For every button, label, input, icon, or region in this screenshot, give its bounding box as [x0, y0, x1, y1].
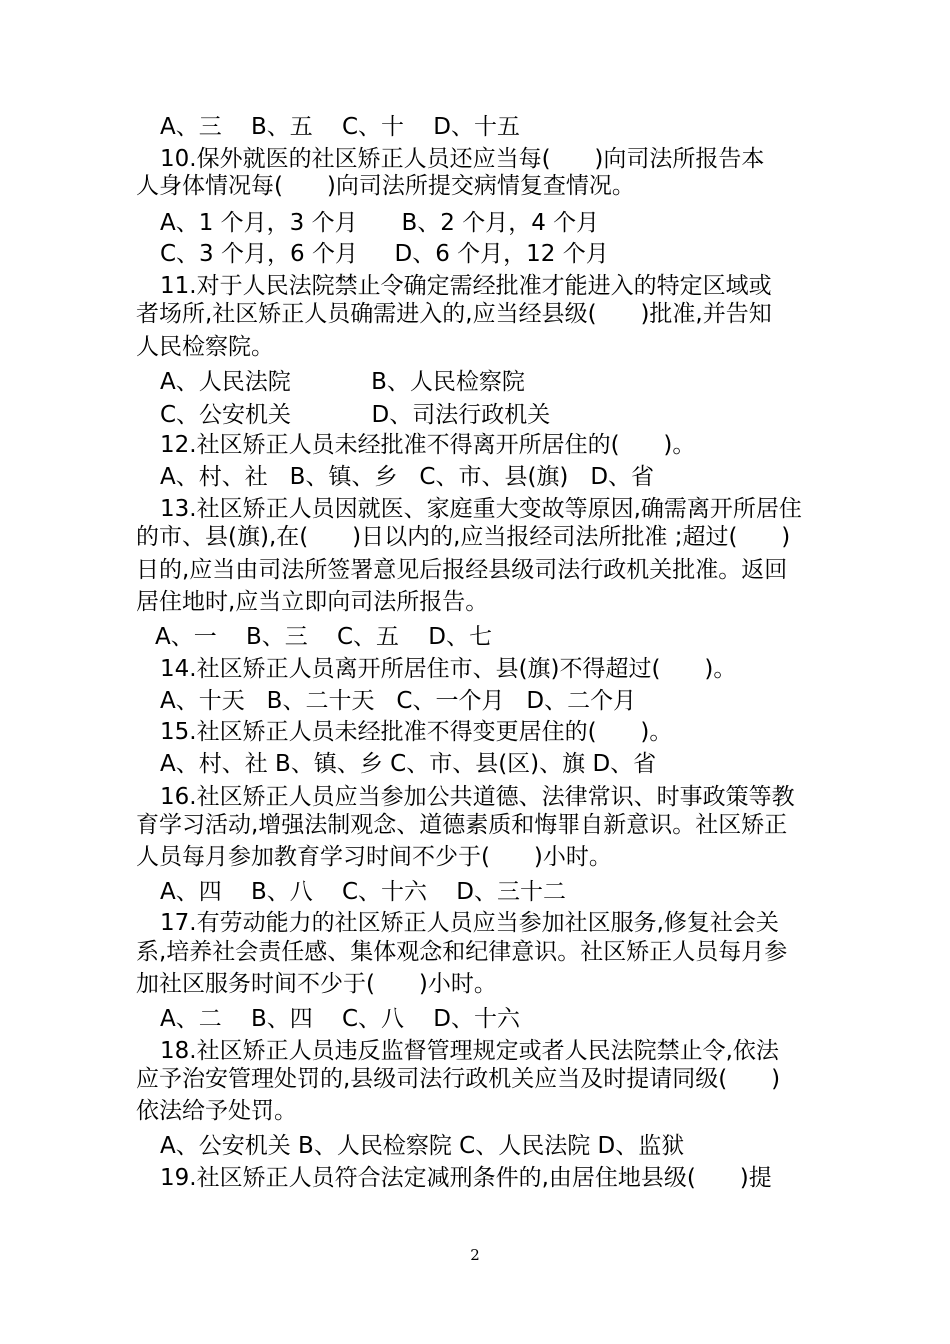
text-line: 11.对于人民法院禁止令确定需经批准才能进入的特定区域或 — [160, 273, 772, 299]
text-line: 14.社区矫正人员离开所居住市、县(旗)不得超过( )。 — [160, 656, 737, 682]
text-line: A、村、社 B、镇、乡 C、市、县(旗) D、省 — [160, 464, 655, 490]
text-line: 18.社区矫正人员违反监督管理规定或者人民法院禁止令,依法 — [160, 1038, 779, 1064]
text-line: 16.社区矫正人员应当参加公共道德、法律常识、时事政策等教 — [160, 784, 795, 810]
text-line: A、公安机关 B、人民检察院 C、人民法院 D、监狱 — [160, 1133, 685, 1159]
text-line: A、人民法院 B、人民检察院 — [160, 369, 525, 395]
text-line: A、十天 B、二十天 C、一个月 D、二个月 — [160, 688, 637, 714]
text-line: 15.社区矫正人员未经批准不得变更居住的( )。 — [160, 719, 673, 745]
text-line: 居住地时,应当立即向司法所报告。 — [136, 589, 489, 615]
text-line: A、三 B、五 C、十 D、十五 — [160, 114, 521, 140]
text-line: A、村、社 B、镇、乡 C、市、县(区)、旗 D、省 — [160, 751, 657, 777]
text-line: C、3 个月，6 个月 D、6 个月，12 个月 — [160, 241, 609, 267]
text-line: 的市、县(旗),在( )日以内的,应当报经司法所批准 ;超过( ) — [136, 524, 791, 550]
text-line: 19.社区矫正人员符合法定减刑条件的,由居住地县级( )提 — [160, 1165, 772, 1191]
text-line: 日的,应当由司法所签署意见后报经县级司法行政机关批准。返回 — [136, 557, 788, 583]
text-line: 应予治安管理处罚的,县级司法行政机关应当及时提请同级( ) — [136, 1066, 781, 1092]
text-line: 10.保外就医的社区矫正人员还应当每( )向司法所报告本 — [160, 146, 765, 172]
page-number: 2 — [470, 1246, 480, 1264]
text-line: 依法给予处罚。 — [136, 1098, 297, 1124]
text-line: 人身体情况每( )向司法所提交病情复查情况。 — [136, 173, 635, 199]
text-line: C、公安机关 D、司法行政机关 — [160, 402, 551, 428]
text-line: 人民检察院。 — [136, 334, 274, 360]
text-line: 人员每月参加教育学习时间不少于( )小时。 — [136, 844, 612, 870]
text-line: A、1 个月，3 个月 B、2 个月，4 个月 — [160, 210, 600, 236]
text-line: A、四 B、八 C、十六 D、三十二 — [160, 879, 567, 905]
text-line: 者场所,社区矫正人员确需进入的,应当经县级( )批准,并告知 — [136, 301, 772, 327]
text-line: 12.社区矫正人员未经批准不得离开所居住的( )。 — [160, 432, 696, 458]
text-line: 17.有劳动能力的社区矫正人员应当参加社区服务,修复社会关 — [160, 910, 779, 936]
text-line: 加社区服务时间不少于( )小时。 — [136, 971, 497, 997]
text-line: A、一 B、三 C、五 D、七 — [155, 624, 493, 650]
text-line: A、二 B、四 C、八 D、十六 — [160, 1006, 521, 1032]
text-line: 育学习活动,增强法制观念、道德素质和悔罪自新意识。社区矫正 — [136, 812, 788, 838]
text-line: 系,培养社会责任感、集体观念和纪律意识。社区矫正人员每月参 — [136, 939, 788, 965]
text-line: 13.社区矫正人员因就医、家庭重大变故等原因,确需离开所居住 — [160, 496, 802, 522]
